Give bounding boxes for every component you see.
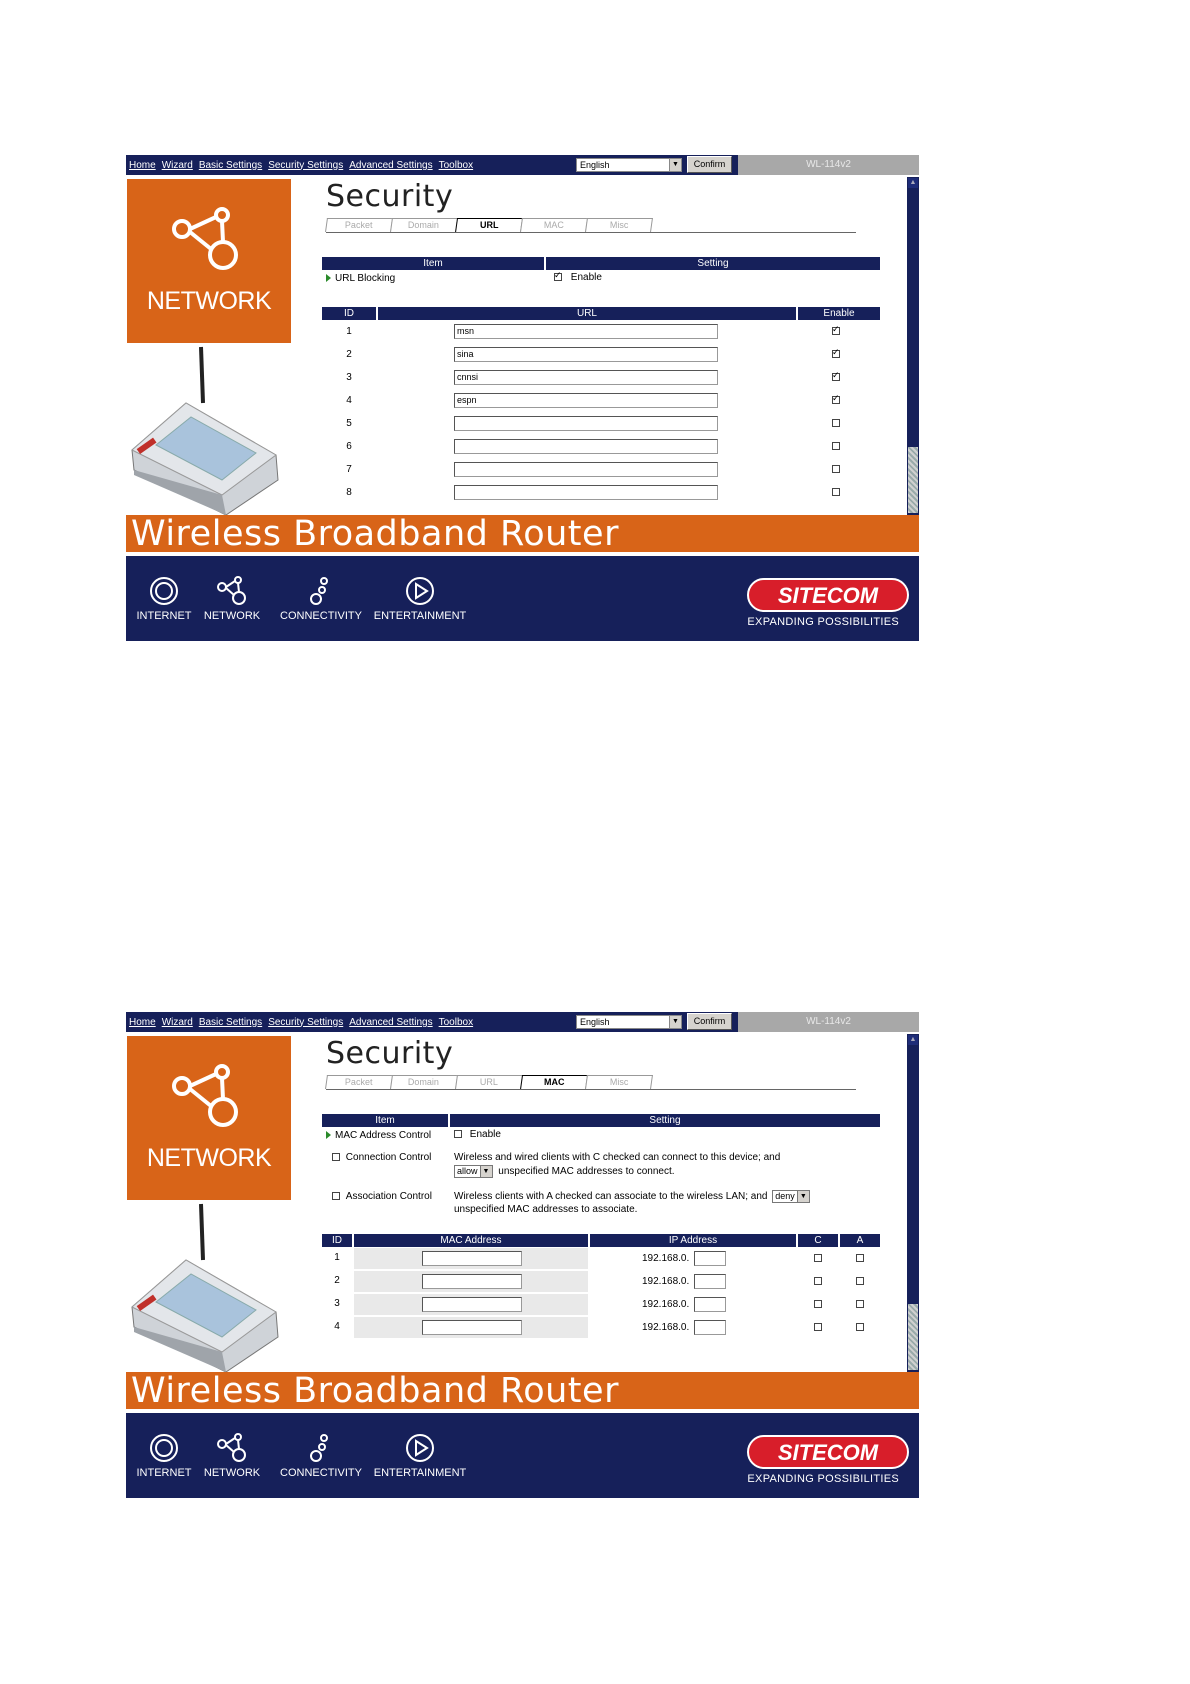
connectivity-label: CONNECTIVITY [280,1467,362,1479]
mac-header: MAC Address [440,1235,502,1246]
url-enable-cell [832,441,840,452]
internet-label: INTERNET [136,610,192,622]
setting-header: Setting [649,1115,681,1126]
model-label: WL-114v2 [738,1012,919,1032]
nav-basic-settings[interactable]: Basic Settings [198,159,263,171]
mac-control-label: MAC Address Control [335,1130,432,1141]
connect-checkbox[interactable] [814,1277,822,1285]
network-footer-label: NETWORK [203,1467,261,1479]
ip-header: IP Address [668,1235,718,1246]
url-enable-cell [832,464,840,475]
mac-control-row [326,1130,431,1141]
nav-toolbox[interactable]: Toolbox [438,1016,474,1028]
url-blocking-row [326,273,395,284]
id-header: ID [332,1235,342,1246]
network-item [202,576,262,622]
url-row-id: 8 [346,487,352,498]
associate-checkbox[interactable] [856,1323,864,1331]
scroll-up-icon[interactable]: ▲ [909,1036,917,1043]
tab-misc[interactable]: Misc [585,1075,653,1089]
url-table-header [322,307,880,320]
setting-header: Setting [697,258,729,269]
connection-control-label: Connection Control [345,1152,432,1163]
chevron-down-icon: ▼ [480,1166,492,1177]
internet-item [134,576,194,622]
url-screenshot [126,155,919,641]
item-header: Item [423,258,443,269]
network-item [202,1433,262,1479]
mac-address-input[interactable] [422,1274,522,1289]
router-device-image [126,345,291,515]
ip-prefix: 192.168.0. [642,1322,690,1333]
product-banner [126,1372,919,1409]
language-value: English [580,1017,610,1027]
ip-octet-input[interactable] [694,1320,726,1335]
ip-prefix: 192.168.0. [642,1299,690,1310]
url-enable-checkbox[interactable] [832,419,840,427]
tab-mac[interactable]: MAC [520,218,588,232]
nav-wizard[interactable]: Wizard [161,1016,193,1028]
nav-links [129,155,473,175]
router-device-image [126,1202,291,1372]
chevron-down-icon: ▼ [669,159,681,171]
mac-control-enable [454,1129,501,1140]
product-banner [126,515,919,552]
tab-mac[interactable]: MAC [520,1075,588,1090]
associate-checkbox[interactable] [856,1277,864,1285]
page-title: Security [326,179,454,214]
nav-advanced-settings[interactable]: Advanced Settings [349,159,433,171]
ip-octet-input[interactable] [694,1297,726,1312]
a-checkbox-cell [856,1253,864,1264]
url-enable-checkbox[interactable] [832,350,840,358]
c-checkbox-cell [814,1322,822,1333]
url-enable-checkbox[interactable] [832,442,840,450]
scroll-thumb[interactable] [908,1304,918,1370]
url-enable-cell [832,372,840,383]
url-enable-cell [832,418,840,429]
tab-domain[interactable]: Domain [390,218,458,232]
nav-security-settings[interactable]: Security Settings [268,1016,344,1028]
network-footer-label: NETWORK [203,610,261,622]
internet-label: INTERNET [136,1467,192,1479]
confirm-button[interactable]: Confirm [687,156,732,173]
internet-icon [149,576,179,606]
play-icon [405,576,435,606]
url-input[interactable] [454,485,718,500]
connection-control-line2 [454,1165,675,1178]
a-header: A [856,1235,864,1246]
url-enable-checkbox[interactable] [832,396,840,404]
mac-row-id: 4 [334,1321,340,1332]
network-label: NETWORK [146,1144,272,1172]
nav-home[interactable]: Home [129,159,156,171]
top-nav [126,1012,919,1032]
mac-table-header [322,1234,880,1247]
nav-home[interactable]: Home [129,1016,156,1028]
nav-toolbox[interactable]: Toolbox [438,159,474,171]
connectivity-label: CONNECTIVITY [280,610,362,622]
url-enable-checkbox[interactable] [832,327,840,335]
connection-policy-select[interactable]: allow ▼ [454,1165,493,1178]
url-input[interactable] [454,439,718,454]
internet-item [134,1433,194,1479]
tab-url[interactable]: URL [455,1075,523,1089]
mac-address-input[interactable] [422,1297,522,1312]
url-enable-checkbox[interactable] [832,488,840,496]
top-nav [126,155,919,175]
tab-bar [326,218,651,232]
url-input[interactable] [454,416,718,431]
id-header: ID [344,308,354,319]
a-checkbox-cell [856,1276,864,1287]
footer-band [126,556,919,641]
c-header: C [814,1235,822,1246]
connection-control-checkbox[interactable] [332,1153,340,1161]
item-setting-header [322,1114,880,1127]
mac-row-id: 2 [334,1275,340,1286]
footer-band [126,1413,919,1498]
sitecom-logo [747,578,909,612]
connectivity-icon [309,1433,333,1463]
tab-bar [326,1075,651,1089]
tab-misc[interactable]: Misc [585,218,653,232]
model-label: WL-114v2 [738,155,919,175]
connectivity-item [276,576,366,622]
mac-row-id: 3 [334,1298,340,1309]
url-blocking-enable [554,272,602,283]
ip-octet-input[interactable] [694,1274,726,1289]
association-control-label: Association Control [345,1191,432,1202]
network-panel [127,1036,291,1200]
mac-control-checkbox[interactable] [454,1130,462,1138]
tagline: EXPANDING POSSIBILITIES [747,1473,899,1485]
scroll-thumb[interactable] [908,447,918,513]
svg-text:SITECOM: SITECOM [777,583,879,608]
chevron-down-icon: ▼ [669,1016,681,1028]
association-control-text [454,1190,810,1203]
tab-domain[interactable]: Domain [390,1075,458,1089]
enable-label: Enable [570,272,602,283]
associate-checkbox[interactable] [856,1300,864,1308]
url-input[interactable]: sina [454,347,718,362]
connectivity-item [276,1433,366,1479]
url-row-id: 3 [346,372,352,383]
url-input[interactable]: espn [454,393,718,408]
nav-links [129,1012,473,1032]
a-checkbox-cell [856,1322,864,1333]
tab-url[interactable]: URL [455,218,523,233]
page-title: Security [326,1036,454,1071]
banner-text: Wireless Broadband Router [131,514,619,554]
nav-advanced-settings[interactable]: Advanced Settings [349,1016,433,1028]
association-control-text-2: unspecified MAC addresses to associate. [454,1204,638,1215]
sitecom-logo [747,1435,909,1469]
association-policy-select[interactable]: deny ▼ [772,1190,810,1203]
network-icon [169,1064,249,1128]
vertical-scrollbar[interactable] [907,1034,919,1384]
url-row-id: 6 [346,441,352,452]
mac-address-input[interactable] [422,1251,522,1266]
nav-security-settings[interactable]: Security Settings [268,159,344,171]
url-row-id: 5 [346,418,352,429]
connect-checkbox[interactable] [814,1300,822,1308]
url-enable-cell [832,349,840,360]
url-row-id: 7 [346,464,352,475]
language-select[interactable] [576,1015,682,1029]
entertainment-label: ENTERTAINMENT [373,610,467,622]
url-input[interactable] [454,462,718,477]
entertainment-item [370,1433,470,1479]
scroll-up-icon[interactable]: ▲ [909,179,917,186]
c-checkbox-cell [814,1276,822,1287]
network-icon [216,576,248,606]
ip-octet-input[interactable] [694,1251,726,1266]
url-blocking-label: URL Blocking [335,273,396,284]
a-checkbox-cell [856,1299,864,1310]
url-blocking-checkbox[interactable] [554,273,562,281]
network-icon [169,207,249,271]
item-header: Item [375,1115,395,1126]
c-checkbox-cell [814,1253,822,1264]
associate-checkbox[interactable] [856,1254,864,1262]
nav-basic-settings[interactable]: Basic Settings [198,1016,263,1028]
language-value: English [580,160,610,170]
network-label: NETWORK [146,287,272,315]
mac-address-input[interactable] [422,1320,522,1335]
content-area [322,1034,904,1384]
url-enable-checkbox[interactable] [832,373,840,381]
enable-header: Enable [823,308,855,319]
vertical-scrollbar[interactable] [907,177,919,527]
url-row-id: 1 [346,326,352,337]
tab-packet[interactable]: Packet [325,1075,393,1089]
connection-control-text-2: unspecified MAC addresses to connect. [498,1166,675,1178]
url-enable-cell [832,395,840,406]
nav-wizard[interactable]: Wizard [161,159,193,171]
url-enable-cell [832,487,840,498]
banner-text: Wireless Broadband Router [131,1371,619,1411]
c-checkbox-cell [814,1299,822,1310]
ip-prefix: 192.168.0. [642,1276,690,1287]
connectivity-icon [309,576,333,606]
play-icon [405,1433,435,1463]
tab-underline [326,232,856,233]
svg-text:SITECOM: SITECOM [777,1440,879,1465]
mac-row-id: 1 [334,1252,340,1263]
arrow-icon [326,1131,331,1139]
url-enable-cell [832,326,840,337]
connect-checkbox[interactable] [814,1254,822,1262]
url-row-id: 4 [346,395,352,406]
association-control-checkbox[interactable] [332,1192,340,1200]
tab-packet[interactable]: Packet [325,218,393,232]
tab-underline [326,1089,856,1090]
confirm-button[interactable]: Confirm [687,1013,732,1030]
url-enable-checkbox[interactable] [832,465,840,473]
tagline: EXPANDING POSSIBILITIES [747,616,899,628]
content-area [322,177,904,527]
url-input[interactable]: msn [454,324,718,339]
internet-icon [149,1433,179,1463]
association-control-row [332,1191,432,1202]
connection-control-text: Wireless and wired clients with C checked can connect to this device; and [454,1152,781,1163]
association-control-text-1: Wireless clients with A checked can associate to the wireless LAN; and [454,1191,768,1203]
ip-prefix: 192.168.0. [642,1253,690,1264]
chevron-down-icon: ▼ [797,1191,809,1202]
enable-label: Enable [469,1129,501,1140]
item-setting-header [322,257,880,270]
connection-control-row [332,1152,431,1163]
network-icon [216,1433,248,1463]
arrow-icon [326,274,331,282]
mac-screenshot [126,1012,919,1498]
connect-checkbox[interactable] [814,1323,822,1331]
language-select[interactable] [576,158,682,172]
url-row-id: 2 [346,349,352,360]
url-input[interactable]: cnnsi [454,370,718,385]
entertainment-label: ENTERTAINMENT [373,1467,467,1479]
url-header: URL [576,308,597,319]
entertainment-item [370,576,470,622]
network-panel [127,179,291,343]
